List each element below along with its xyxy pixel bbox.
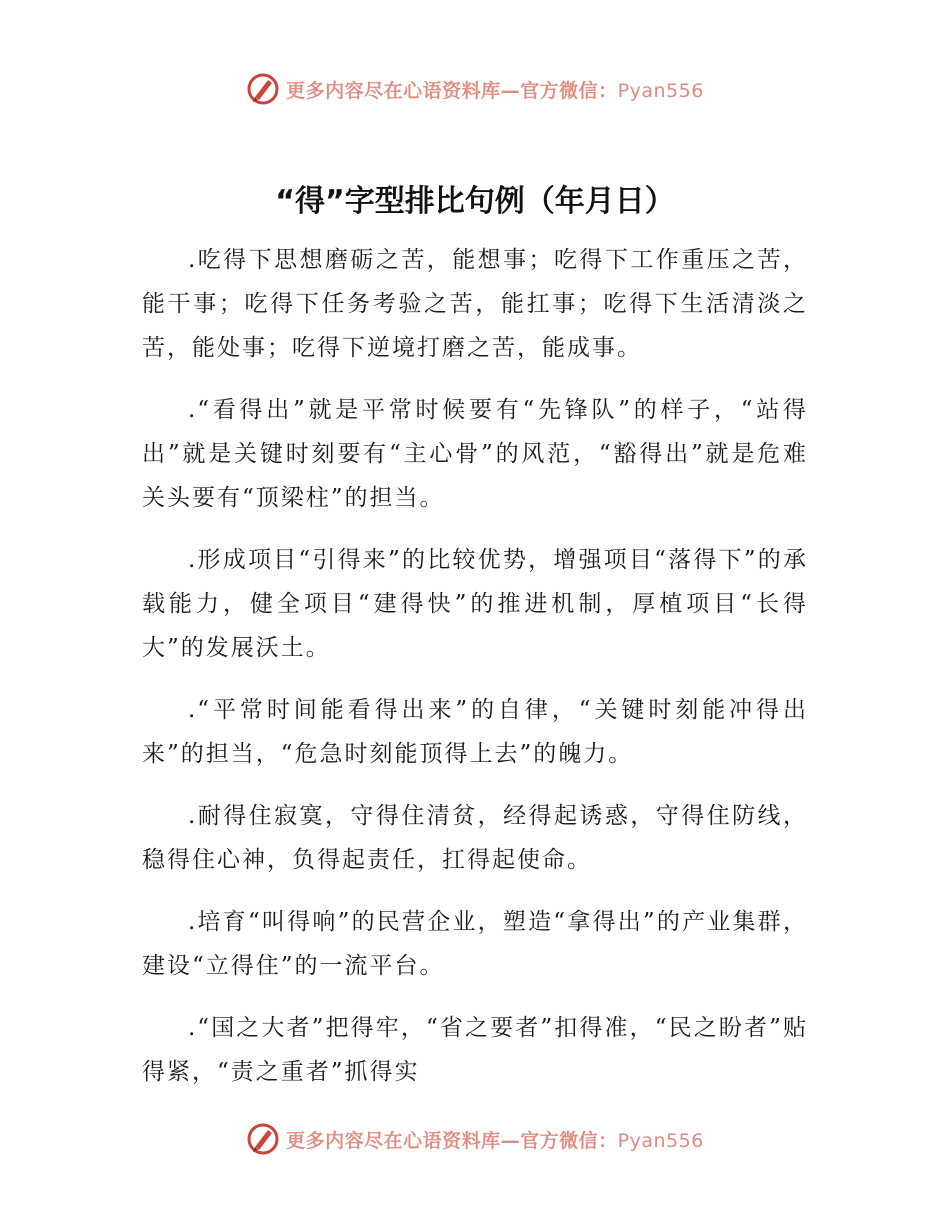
paragraph-3: .形成项目“引得来”的比较优势，增强项目“落得下”的承载能力，健全项目“建得快”的推进机制，厚植项目“长得大”的发展沃土。 [142, 547, 808, 661]
paragraph-5: .耐得住寂寞，守得住清贫，经得起诱惑，守得住防线，稳得住心神，负得起责任，扛得起使命。 [142, 803, 808, 873]
pen-logo-icon [246, 1122, 280, 1156]
footer-banner [0, 1122, 950, 1156]
document-body [142, 238, 808, 1112]
paragraph-2: .“看得出”就是平常时候要有“先锋队”的样子，“站得出”就是关键时刻要有“主心骨”的风范，“豁得出”就是危难关头要有“顶梁柱”的担当。 [142, 397, 808, 511]
pen-logo-icon [246, 72, 280, 106]
header-banner-text: 更多内容尽在心语资料库—官方微信：Pyan556 [286, 79, 704, 102]
paragraph-4: .“平常时间能看得出来”的自律，“关键时刻能冲得出来”的担当，“危急时刻能顶得上去”的魄力。 [142, 697, 808, 767]
header-banner [0, 72, 950, 106]
paragraph-6: .培育“叫得响”的民营企业，塑造“拿得出”的产业集群，建设“立得住”的一流平台。 [142, 909, 808, 979]
footer-banner-text: 更多内容尽在心语资料库—官方微信：Pyan556 [286, 1129, 704, 1152]
paragraph-7: .“国之大者”把得牢，“省之要者”扣得准，“民之盼者”贴得紧，“责之重者”抓得实 [142, 1015, 808, 1085]
page-title: “得”字型排比句例（年月日） [275, 184, 675, 219]
paragraph-1: .吃得下思想磨砺之苦，能想事；吃得下工作重压之苦，能干事；吃得下任务考验之苦，能扛事；吃得下生活清淡之苦，能处事；吃得下逆境打磨之苦，能成事。 [142, 247, 808, 361]
